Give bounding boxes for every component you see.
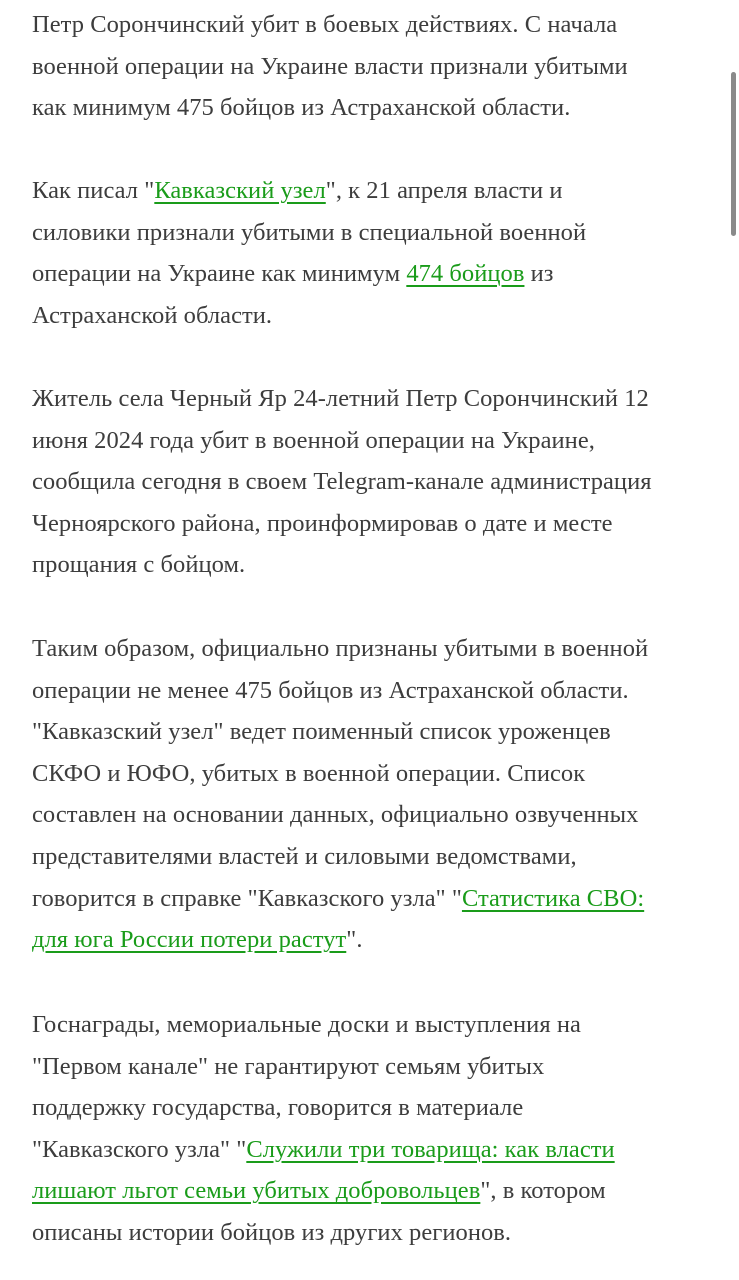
- text-line: Житель села Черный Яр 24-летний Петр Сорончинский 12: [32, 385, 649, 412]
- text-fragment: ", в котором: [480, 1177, 606, 1205]
- text-line: силовики признали убитыми в специальной военной: [32, 218, 587, 246]
- text-line: [32, 1129, 712, 1171]
- paragraph-report: [32, 378, 712, 586]
- text-line: "Первом канале" не гарантируют семьям убитых: [32, 1052, 545, 1080]
- vertical-scrollbar[interactable]: [731, 72, 736, 236]
- text-line: [32, 253, 712, 295]
- text-line: [32, 878, 712, 920]
- text-line: [32, 170, 712, 212]
- text-line: поддержку государства, говорится в материале: [32, 1094, 524, 1122]
- text-line: [32, 1170, 712, 1212]
- text-line: сообщила сегодня в своем Telegram-канале администрация: [32, 468, 652, 496]
- text-line: военной операции на Украине власти признали убитыми: [32, 52, 628, 80]
- text-fragment: операции на Украине как минимум: [32, 260, 407, 288]
- text-line: [32, 919, 712, 961]
- paragraph-intro: [32, 4, 712, 129]
- text-line: Черноярского района, проинформировав о дате и месте: [32, 509, 613, 537]
- text-fragment: говорится в справке "Кавказского узла" ": [32, 884, 462, 912]
- text-line: операции не менее 475 бойцов из Астраханской области.: [32, 676, 629, 704]
- link-474-soldiers[interactable]: 474 бойцов: [406, 260, 525, 288]
- link-three-comrades[interactable]: Служили три товарища: как власти: [246, 1135, 615, 1163]
- text-fragment: Как писал ": [32, 177, 155, 204]
- text-line: Госнаграды, мемориальные доски и выступления на: [32, 1011, 581, 1038]
- paragraph-awards: [32, 1004, 712, 1254]
- text-fragment: ".: [346, 926, 363, 954]
- paragraph-statistics: [32, 628, 712, 961]
- link-three-comrades-continued[interactable]: лишают льгот семьи убитых добровольцев: [32, 1177, 481, 1205]
- text-line: прощания с бойцом.: [32, 551, 246, 579]
- text-line: Астраханской области.: [32, 301, 273, 329]
- text-line: Таким образом, официально признаны убитыми в военной: [32, 635, 649, 662]
- text-line: описаны истории бойцов из других регионов.: [32, 1218, 512, 1246]
- link-svo-statistics[interactable]: Статистика СВО:: [461, 884, 645, 912]
- link-svo-statistics-continued[interactable]: для юга России потери растут: [32, 926, 347, 954]
- text-line: "Кавказский узел" ведет поименный список уроженцев: [32, 718, 611, 746]
- text-fragment: из: [524, 260, 554, 288]
- text-line: СКФО и ЮФО, убитых в военной операции. Список: [32, 759, 586, 787]
- text-fragment: "Кавказского узла" ": [32, 1135, 247, 1163]
- text-fragment: ", к 21 апреля власти и: [325, 177, 563, 204]
- text-line: как минимум 475 бойцов из Астраханской области.: [32, 94, 571, 122]
- text-line: июня 2024 года убит в военной операции на Украине,: [32, 426, 595, 454]
- text-line: представителями властей и силовыми ведомствами,: [32, 842, 577, 870]
- paragraph-previous-report: [32, 170, 712, 336]
- text-line: Петр Сорончинский убит в боевых действиях. С начала: [32, 11, 618, 38]
- text-line: составлен на основании данных, официально озвученных: [32, 801, 639, 829]
- link-kavkazsky-uzel[interactable]: Кавказский узел: [154, 177, 326, 204]
